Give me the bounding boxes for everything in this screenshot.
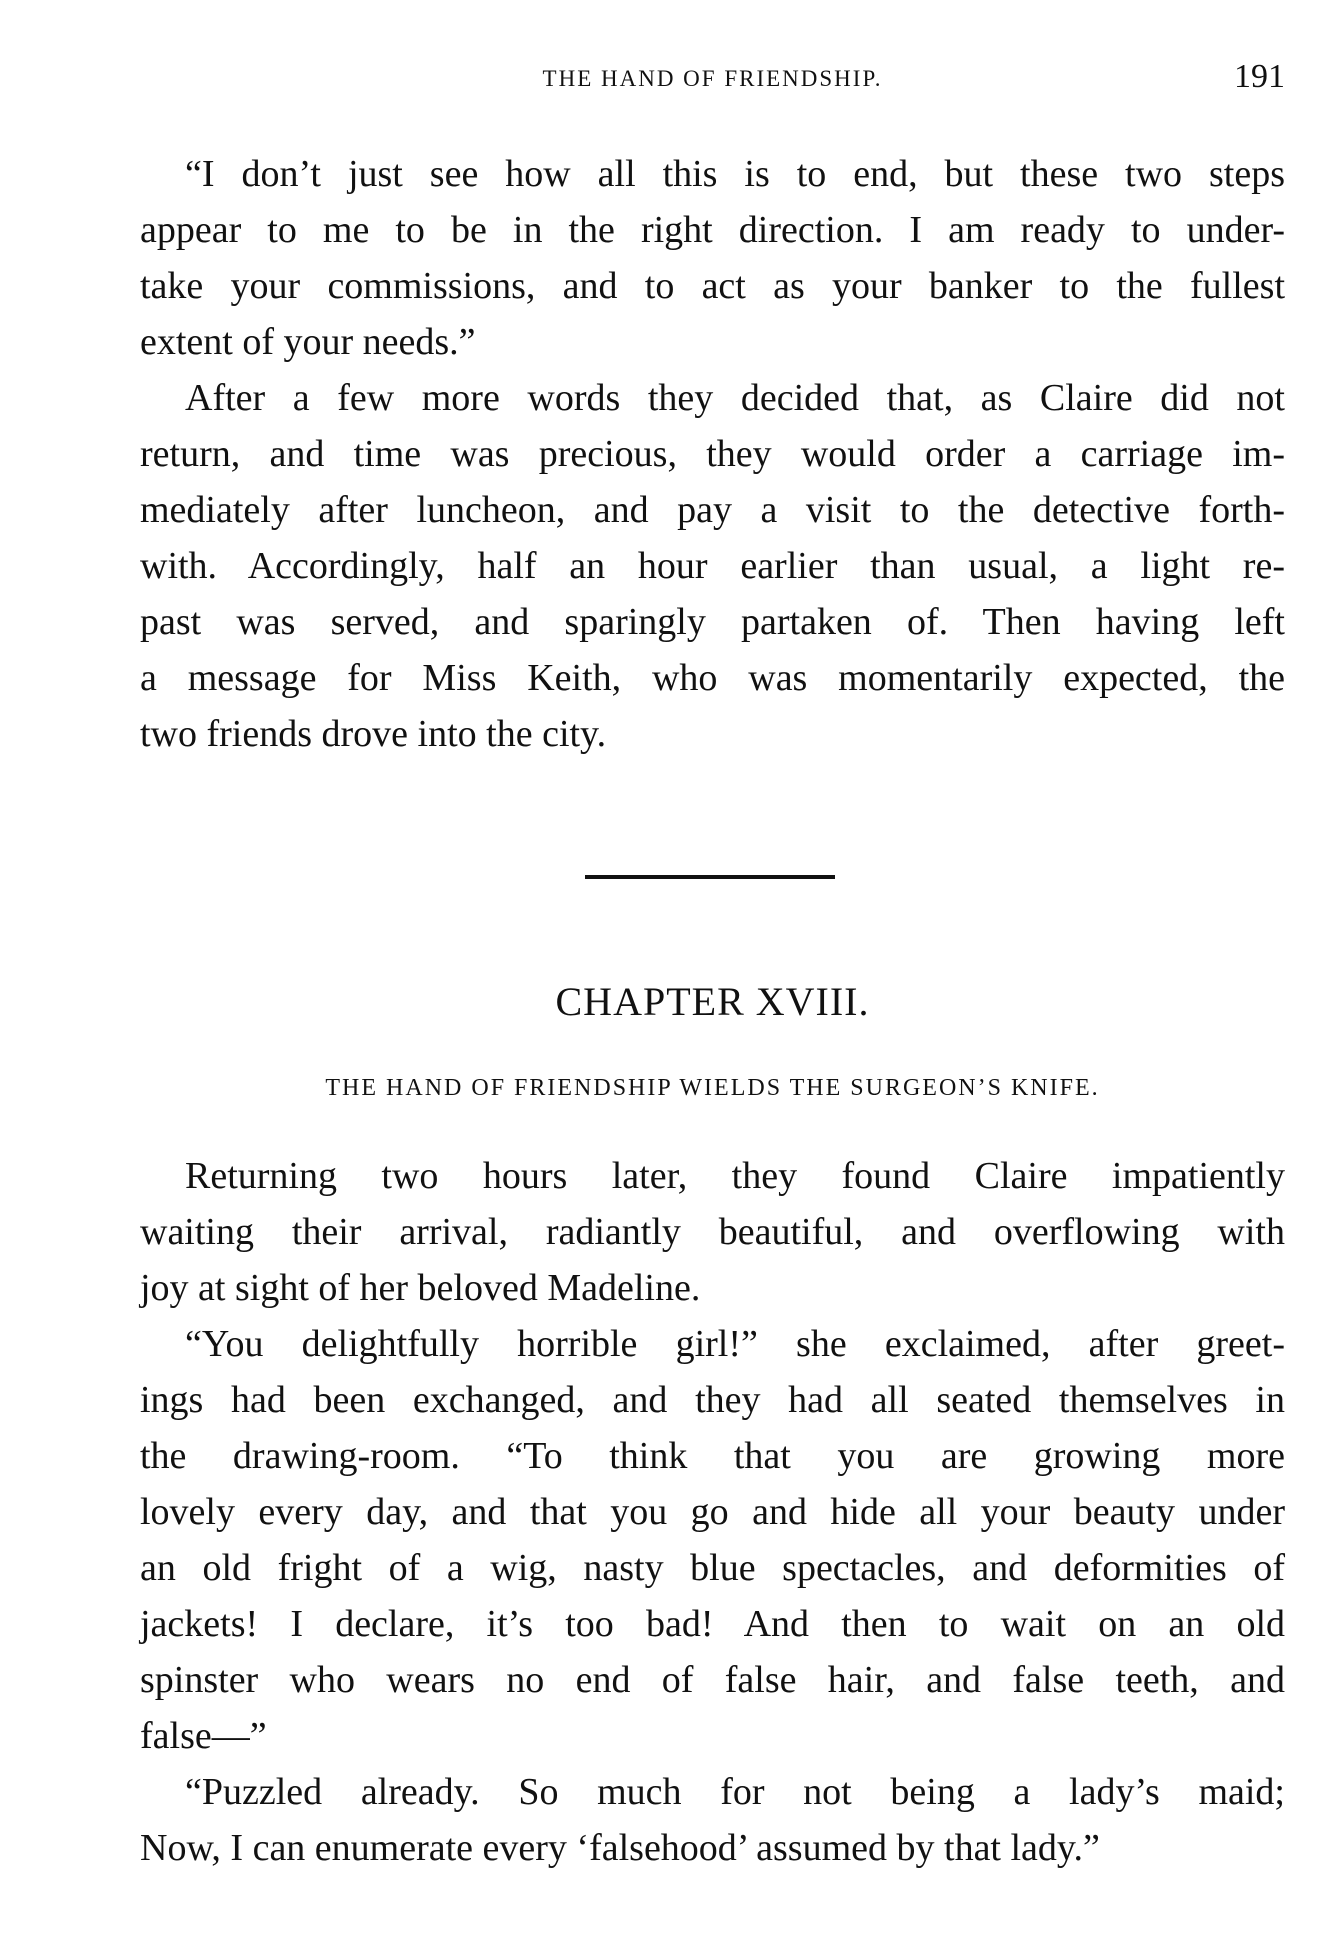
paragraph-block-2 bbox=[140, 1148, 1285, 1876]
text-line: with. Accordingly, half an hour earlier than usual, a light re- bbox=[140, 545, 1285, 587]
chapter-subtitle: THE HAND OF FRIENDSHIP WIELDS THE SURGEON’S KNIFE. bbox=[325, 1075, 1100, 1101]
text-line: jackets! I declare, it’s too bad! And then to wait on an old bbox=[140, 1603, 1285, 1645]
text-line: a message for Miss Keith, who was momentarily expected, the bbox=[140, 657, 1285, 699]
text-line: an old fright of a wig, nasty blue spectacles, and deformities of bbox=[140, 1547, 1285, 1589]
text-line: extent of your needs.” bbox=[140, 321, 476, 363]
running-header bbox=[140, 58, 1285, 98]
text-line: Returning two hours later, they found Claire impatiently bbox=[185, 1155, 1285, 1197]
text-line: waiting their arrival, radiantly beautiful, and overflowing with bbox=[140, 1211, 1285, 1253]
chapter-heading: CHAPTER XVIII. bbox=[555, 979, 870, 1024]
running-title: THE HAND OF FRIENDSHIP. bbox=[542, 66, 883, 91]
text-line: “I don’t just see how all this is to end, but these two steps bbox=[185, 153, 1285, 195]
page-number: 191 bbox=[1234, 58, 1285, 95]
text-line: After a few more words they decided that, as Claire did not bbox=[185, 377, 1285, 419]
text-line: take your commissions, and to act as your banker to the fullest bbox=[140, 265, 1285, 307]
text-line: return, and time was precious, they would order a carriage im- bbox=[140, 433, 1285, 475]
paragraph-block-1 bbox=[140, 146, 1285, 762]
text-line: false—” bbox=[140, 1715, 267, 1757]
text-line: ings had been exchanged, and they had all seated themselves in bbox=[140, 1379, 1285, 1421]
text-line: lovely every day, and that you go and hide all your beauty under bbox=[140, 1491, 1285, 1533]
text-line: “Puzzled already. So much for not being a lady’s maid; bbox=[185, 1771, 1285, 1813]
text-line: the drawing-room. “To think that you are growing more bbox=[140, 1435, 1285, 1477]
text-line: two friends drove into the city. bbox=[140, 713, 607, 755]
text-line: appear to me to be in the right direction. I am ready to under- bbox=[140, 209, 1285, 251]
text-line: past was served, and sparingly partaken of. Then having left bbox=[140, 601, 1285, 643]
section-divider bbox=[585, 875, 835, 879]
text-line: “You delightfully horrible girl!” she exclaimed, after greet- bbox=[185, 1323, 1285, 1365]
text-line: joy at sight of her beloved Madeline. bbox=[140, 1267, 701, 1309]
text-line: mediately after luncheon, and pay a visit to the detective forth- bbox=[140, 489, 1285, 531]
text-line: spinster who wears no end of false hair, and false teeth, and bbox=[140, 1659, 1285, 1701]
text-line: Now, I can enumerate every ‘falsehood’ assumed by that lady.” bbox=[140, 1827, 1100, 1869]
